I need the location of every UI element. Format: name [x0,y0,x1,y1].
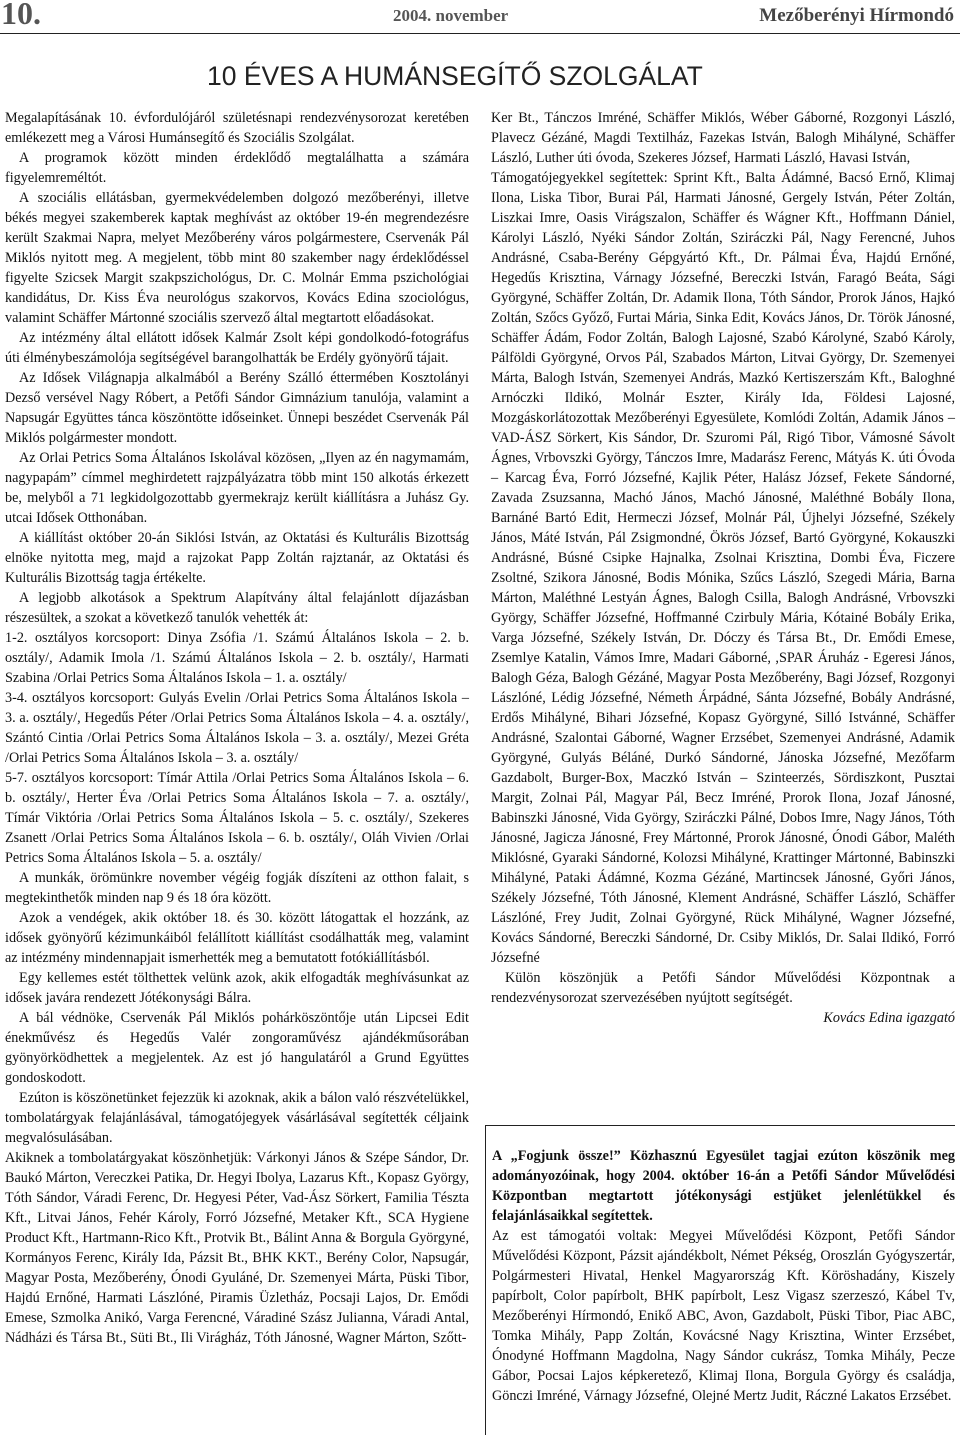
article-paragraph: A kiállítást október 20-án Siklósi István, az Oktatási és Kulturális Bizottság elnöke nyitotta meg, majd a rajzokat Papp Zoltán rajztanár, az Oktatási és Kulturális Bizottság tagja értékelte. [5,530,469,586]
prize-list-paragraph: 3-4. osztályos korcsoport: Gulyás Evelin /Orlai Petrics Soma Általános Iskola – 3. a. osztály/, Hegedűs Péter /Orlai Petrics Soma Általános Iskola – 4. a. osztály/, Szántó Cintia /Orlai Petrics Soma Általános Iskola – 3. a. osztály/, Mezei Gréta /Orlai Petrics Soma Általános Iskola – 3. a. osztály/ [5,690,469,766]
article-paragraph: Ezúton is köszönetünket fejezzük ki azoknak, akik a bálon való részvételükkel, tombolatárgyak felajánlásával, támogatójegyek vásárlásával segítették céljaink megvalósulásában. [5,1090,469,1146]
article-column-right [491,108,955,1028]
supporter-list-paragraph: Támogatójegyekkel segítettek: Sprint Kft., Balta Ádámné, Bacsó Ernő, Klimaj Ilona, Liska Tibor, Burai Pál, Harmati Jánosné, Gergely István, Péter Zoltán, Liszkai Imre, Oasis Virágszalon, Schäffer és Wágner Kft., Hoffmann Dániel, Károlyi László, Nyéki Sándor Zoltán, Sziráczki Pál, Nagy Ferencné, Juhos Andrásné, Csaba-Berény Gépgyártó Kft., Dr. Pálmai Éva, Hajdú Ernőné, Hegedűs Krisztina, Várnagy Józsefné, Bereczki István, Faragó Beáta, Sági Györgyné, Schäffer Zoltán, Dr. Adamik Ilona, Tóth Sándor, Prorok János, Hajkó Zoltán, Szőcs Győző, Furtai Mária, Sinka Edit, Kovács János, Dr. Török Jánosné, Schäffer Ádám, Fodor Zoltán, Balogh Lajosné, Szabó Károlyné, Szabó Károly, Pálföldi Györgyné, Orvos Pál, Szabados Márton, Litvai György, Dr. Szemenyei Márta, Balogh István, Szemenyei András, Mazkó Kertiszerszám Kft., Baloghné Arnóczki Ildikó, Molnár Eszter, Király Ida, Földesi Lajosné, Mozgáskorlátozottak Mezőberényi Egyesülete, Komlódi Zoltán, Adamik János – VAD-ÁSZ Sörkert, Kis Sándor, Dr. Szuromi Pál, Rigó Tibor, Vámosné Sávolt Ágnes, Vrbovszki György, Tánczos Imre, Madarász Ferenc, Mátyás K. úti Óvoda – Karcag Éva, Forró Józsefné, Kajlik Péter, Halász József, Fekete Sándorné, Zavada Zsuzsanna, Machó János, Machó Jánosné, Maléthné Bobály Ilona, Barnáné Bartó Edit, Hermeczi József, Molnár Pál, Újhelyi Józsefné, Székely János, Máté István, Pál Zsigmondné, Ökrös József, Bartó Györgyné, Kokauszki Andrásné, Búsné Csipke Hajnalka, Zsolnai Krisztina, Dombi Éva, Ficzere Zsoltné, Szikora Jánosné, Bodis Mónika, Szűcs László, Szegedi Mária, Barna Márton, Maléthné Lestyán Ágnes, Balogh Csilla, Balogh Andrásné, Vrbovszki György, Schäffer Józsefné, Hoffmanné Czirbuly Mária, Kótainé Bobály Erika, Varga Józsefné, Székely István, Dr. Dóczy és Társa Bt., Dr. Emődi Emese, Zsemlye Katalin, Vámos Imre, Madari Gáborné, ,SPAR Áruház - Egeresi János, Balogh Géza, Balogh Gézáné, Magyar Posta Mezőberény, Bagi József, Rozgonyi Lászlóné, Lédig Józsefné, Németh Árpádné, Sánta Józsefné, Bobály Andrásné, Erdős Mihályné, Bihari Józsefné, Kopasz Györgyné, Silló Istvánné, Schäffer Andrásné, Szalontai Gáborné, Wagner Erzsébet, Szemenyei Andrásné, Adamik Györgyné, Gulyás Béláné, Durkó Sándorné, Jánoska Józsefné, Mezőfarm Gazdabolt, Burger-Box, Maczkó István – Szinteerzés, Sördiszkont, Pusztai Margit, Zolnai Pál, Magyar Pál, Becz Imréné, Prorok Ilona, Jozaf Jánosné, Babinszki Jánosné, Vida György, Sziráczki Pálné, Dobos Imre, Nagy János, Tóth Jánosné, Jagicza Jánosné, Frey Mártonné, Prorok Jánosné, Ónodi Gábor, Maléth Miklósné, Gyaraki Sándorné, Kolozsi Mihályné, Krattinger Mártonné, Babinszki Mihályné, Pataki Ádámné, Kozma Gézáné, Martincsek Jánosné, Győri János, Székely Józsefné, Tóth Jánosné, Klement Andrásné, Schäffer László, Schäffer Lászlóné, Frey Judit, Zolnai Györgyné, Rück Mihályné, Wagner Józsefné, Kovács Sándorné, Bereczki Sándorné, Dr. Csiby Miklós, Dr. Salai Ildikó, Forró Józsefné [491,170,955,966]
article-paragraph: Az intézmény által ellátott idősek Kalmár Zsolt képi gondolkodó-fotográfus úti élménybeszámolója segítségével barangolhatták be Erdély gyönyörű tájait. [5,330,469,366]
article-signature: Kovács Edina igazgató [823,1010,955,1026]
box-body: Az est támogatói voltak: Megyei Művelődési Központ, Petőfi Sándor Művelődési Központ, Pázsit ajándékbolt, Német Pékség, Oroszlán Gyógyszertár, Polgármesteri Hivatal, Henkel Magyarország Kft. Köröshadány, Kiszely papírbolt, Color papírbolt, BHK papírbolt, Lesz Vigasz szerzeszó, Kábel Tv, Mezőberényi Hírmondó, Enikő ABC, Avon, Gazdabolt, Püski Tibor, Piac ABC, Tomka Mihály, Papp Zoltán, Kovácsné Nagy Krisztina, Winter Erzsébet, Ónodyné Hoffmann Magdolna, Nagy Sándor cukrász, Tomka Mihály, Pecze Gábor, Pocsai Lajos képkeretező, Klimaj Ilona, Borgula György és családja, Gönczi Imréné, Várnagy Józsefné, Olejné Mertz Judit, Ráczné Lakatos Erzsébet. [492,1228,955,1404]
page-header [0,0,960,34]
article-paragraph: A szociális ellátásban, gyermekvédelemben dolgozó mezőberényi, illetve békés megyei szakemberek kaptak meghívást az október 19-én megrendezésre került Szakmai Napra, melyet Mezőberény város polgármestere, Cservenák Pál Miklós nyitott meg. A megjelent, több mint 80 szakember nagy érdeklődéssel figyelte Szicsek Margit szakpszichológus, Dr. C. Molnár Emma pszichológiai kandidátus, Dr. Kiss Éva neurológus szakorvos, Kovács Edina szociológus, valamint Schäffer Mártonné szociális szervező által megtartott előadásokat. [5,190,469,326]
issue-date: 2004. november [393,6,509,25]
header-rule [0,33,960,34]
page-number: 10. [1,0,41,31]
article-paragraph: A programok között minden érdeklődő megtalálhatta a számára figyelemreméltót. [5,150,469,186]
article-column-left [5,108,469,1348]
article-paragraph: Az Idősek Világnapja alkalmából a Berény Szálló éttermében Kosztolányi Dezső versével Nagy Róbert, a Petőfi Sándor Gimnázium tanulója, valamint a Napsugár Együttes tánca köszöntötte időseinket. Ünnepi beszédet Cservenák Pál Miklós polgármester mondott. [5,370,469,446]
article-paragraph: A bál védnöke, Cservenák Pál Miklós pohárköszöntője után Lipcsei Edit énekművész és Hegedűs Valér zongoraművész ajándékműsorában gyönyörködhettek a megjelentek. Az est jó hangulatáról a Grund Együttes gondoskodott. [5,1010,469,1086]
box-headline: A „Fogjunk össze!” Közhasznú Egyesület tagjai ezúton köszönik meg adományozóinak, hogy 2004. október 16-án a Petőfi Sándor Művelődési Központban megtartott jótékonysági estjüket jelenlétükkel és felajánlásaikkal segítettek. [492,1148,955,1224]
article-paragraph: Egy kellemes estét tölthettek velünk azok, akik elfogadták meghívásunkat az idősek javára rendezett Jótékonysági Bálra. [5,970,469,1006]
article-paragraph: Azok a vendégek, akik október 18. és 30. között látogattak el hozzánk, az idősek gyönyörű kézimunkáiból felállított kiállítást csodálhatták meg, valamint az intézmény mindennapjait ismerhették meg a bemutatott fotókiállításból. [5,910,469,966]
prize-list-paragraph: 5-7. osztályos korcsoport: Tímár Attila /Orlai Petrics Soma Általános Iskola – 6. b. osztály/, Herter Éva /Orlai Petrics Soma Általános Iskola – 7. a. osztály/, Tímár Viktória /Orlai Petrics Soma Általános Iskola – 5. c. osztály/, Szekeres Zsanett /Orlai Petrics Soma Általános Iskola – 6. b. osztály/, Oláh Vivien /Orlai Petrics Soma Általános Iskola – 5. a. osztály/ [5,770,469,866]
publication-name: Mezőberényi Hírmondó [759,5,954,26]
prize-list-paragraph: 1-2. osztályos korcsoport: Dinya Zsófia /1. Számú Általános Iskola – 2. b. osztály/, Adamik Imola /1. Számú Általános Iskola – 2. b. osztály/, Harmati Szabina /Orlai Petrics Soma Általános Iskola – 1. a. osztály/ [5,630,469,686]
article-title: 10 ÉVES A HUMÁNSEGÍTŐ SZOLGÁLAT [207,61,703,91]
article-paragraph: Külön köszönjük a Petőfi Sándor Művelődési Központnak a rendezvénysorozat szervezésében nyújtott segítségét. [491,970,955,1006]
donor-list-paragraph: Akiknek a tombolatárgyakat köszönhetjük: Várkonyi János & Szépe Sándor, Dr. Baukó Márton, Vereczkei Patika, Dr. Hegyi Ibolya, Lazarus Kft., Kopasz György, Tóth Sándor, Váradi Ferenc, Dr. Hegyesi Péter, Vad-Ász Sörkert, Familia Tészta Kft., Litvai János, Fehér Károly, Forró Józsefné, Metaker Kft., SCA Hygiene Product Kft., Hartmann-Rico Kft., Protvik Bt., Bálint Anna & Borgula Györgyné, Kormányos Ferenc, Király Ida, Pázsit Bt., BHK KKT., Berény Color, Napsugár, Magyar Posta, Mezőberény, Ónodi Gyuláné, Dr. Szemenyei Márta, Püski Tibor, Hajdú Ernőné, Harmati Lászlóné, Piramis Üzletház, Pocsaji Lajos, Dr. Emődi Emese, Szmolka Anikó, Varga Ferencné, Váradiné Szász Julianna, Váradi Antal, Nádházi és Társa Bt., Süti Bt., Ili Virágház, Tóth Jánosné, Wagner Márton, Szőtt- [5,1150,469,1346]
article-paragraph: A munkák, örömünkre november végéig fogják díszíteni az otthon falait, s megtekinthetők minden nap 9 és 18 óra között. [5,870,469,906]
donor-list-paragraph: Ker Bt., Tánczos Imréné, Schäffer Miklós, Wéber Gáborné, Rozgonyi László, Plavecz Gézáné, Magdi Textilház, Fazekas István, Balogh Mihályné, Schäffer László, Luther úti óvoda, Szekeres József, Harmati László, Havasi István, [491,110,955,166]
article-paragraph: Az Orlai Petrics Soma Általános Iskolával közösen, „Ilyen az én nagymamám, nagypapám” címmel meghirdetett rajzpályázatra több mint 150 alkotás érkezett be, melyből a 71 legkidolgozottabb gyermekrajz került kiállításra a Juhász Gy. utcai Idősek Otthonában. [5,450,469,526]
thank-you-box [485,1125,955,1435]
article-paragraph: Megalapításának 10. évfordulójáról születésnapi rendezvénysorozat keretében emlékezett meg a Városi Humánsegítő és Szociális Szolgálat. [5,110,469,146]
article-paragraph: A legjobb alkotások a Spektrum Alapítvány által felajánlott díjazásban részesültek, a szokat a következő tanulók vehették át: [5,590,469,626]
